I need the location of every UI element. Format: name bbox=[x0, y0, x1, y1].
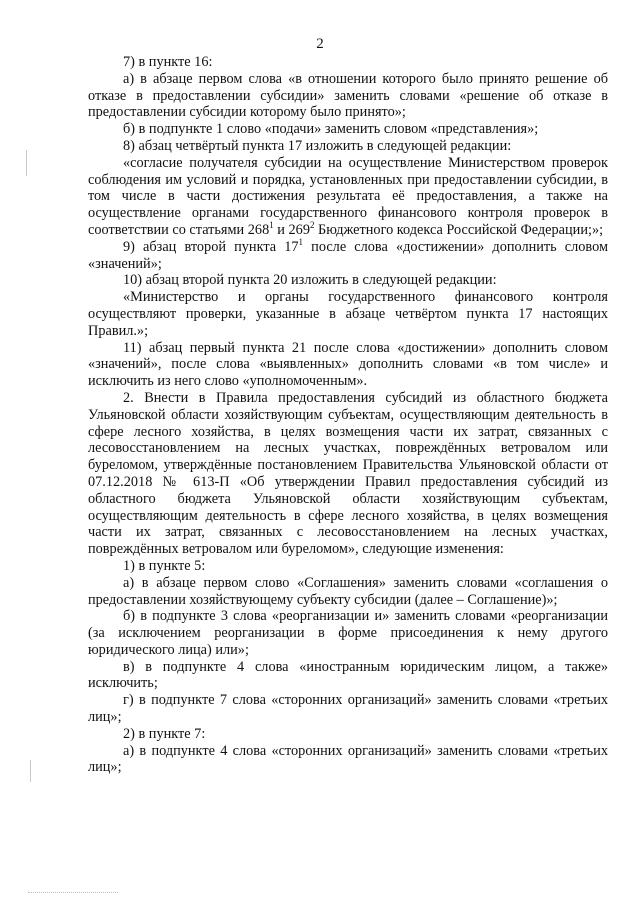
page-number: 2 bbox=[316, 36, 324, 52]
superscript: 2 bbox=[309, 220, 315, 231]
superscript: 1 bbox=[298, 237, 304, 247]
paragraph: 7) в пункте 16: bbox=[123, 54, 213, 70]
scan-edge bbox=[28, 892, 118, 894]
paragraph: б) в подпункте 1 слово «подачи» заменить словом «представления»; bbox=[123, 121, 539, 138]
paragraph: г) в подпункте 7 слова «сторонних организаций» заменить словами «третьих лиц»; bbox=[88, 692, 608, 726]
paragraph: «Министерство и органы государственного финансового контроля осуществляют проверки, указанные в абзаце четвёртом пункта 17 настоящих Правил.»; bbox=[88, 289, 608, 339]
paragraph: 2) в пункте 7: bbox=[123, 725, 206, 742]
paragraph: а) в абзаце первом слова «в отношении которого было принято решение об отказе в предоставлении субсидии» заменить словами «решение об отказе в предоставлении субсидии которому было принято»; bbox=[88, 70, 608, 121]
text-run: Бюджетного кодекса Российской Федерации;»; bbox=[314, 221, 604, 238]
paragraph: а) в абзаце первом слово «Соглашения» заменить словами «соглашения о предоставлении хозяйствующему субъекту субсидии (далее – Соглашение)»; bbox=[88, 574, 608, 608]
paragraph bbox=[88, 155, 608, 239]
document-body bbox=[88, 54, 608, 776]
text-run: и 269 bbox=[273, 221, 310, 238]
paragraph: в) в подпункте 4 слова «иностранным юридическим лицом, а также» исключить; bbox=[88, 658, 608, 692]
paragraph: 11) абзац первый пункта 21 после слова «достижении» дополнить словом «значений», после слова «выявленных» дополнить словами «в том числе» и исключить из него слово «уполномоченным». bbox=[88, 339, 608, 390]
paragraph: б) в подпункте 3 слова «реорганизации и» заменить словами «реорганизации (за исключением реорганизации в форме присоединения к нему другого юридического лица) или»; bbox=[88, 608, 608, 658]
superscript: 1 bbox=[269, 220, 274, 231]
scan-mark bbox=[30, 760, 31, 782]
scan-mark bbox=[26, 150, 27, 176]
paragraph: 8) абзац четвёртый пункта 17 изложить в следующей редакции: bbox=[123, 137, 512, 154]
paragraph: а) в подпункте 4 слова «сторонних организаций» заменить словами «третьих лиц»; bbox=[88, 742, 608, 776]
text-run: 9) абзац второй пункта 17 bbox=[123, 238, 299, 255]
text-run: после слова «достижении» дополнить словом «значений»; bbox=[88, 238, 608, 272]
paragraph: 2. Внести в Правила предоставления субсидий из областного бюджета Ульяновской области хозяйствующим субъектам, осуществляющим деятельность в сфере лесного хозяйства, в целях возмещения части их затрат, связанных с лесовосстановлением на лесных участках, повреждённых ветровалом или буреломом, утверждённые постановлением Правительства Ульяновской области от 07.12.2018 № 613-П «Об утверждении Правил предоставления субсидий из областного бюджета Ульяновской области хозяйствующим субъектам, осуществляющим деятельность в сфере лесного хозяйства, в целях возмещения части их затрат, связанных с лесовосстановлением на лесных участках, повреждённых ветровалом или буреломом», следующие изменения: bbox=[88, 389, 608, 558]
paragraph: 1) в пункте 5: bbox=[123, 557, 206, 574]
text-run: «согласие получателя субсидии на осуществление Министерством проверок соблюдения им условий и порядка, установленных при предоставлении субсидии, в том числе в части достижения результата её предоставления, а также на осуществление органами государственного финансового контроля проверок в соответствии со статьями 268 bbox=[88, 154, 608, 238]
paragraph bbox=[88, 239, 608, 273]
paragraph: 10) абзац второй пункта 20 изложить в следующей редакции: bbox=[123, 272, 497, 289]
